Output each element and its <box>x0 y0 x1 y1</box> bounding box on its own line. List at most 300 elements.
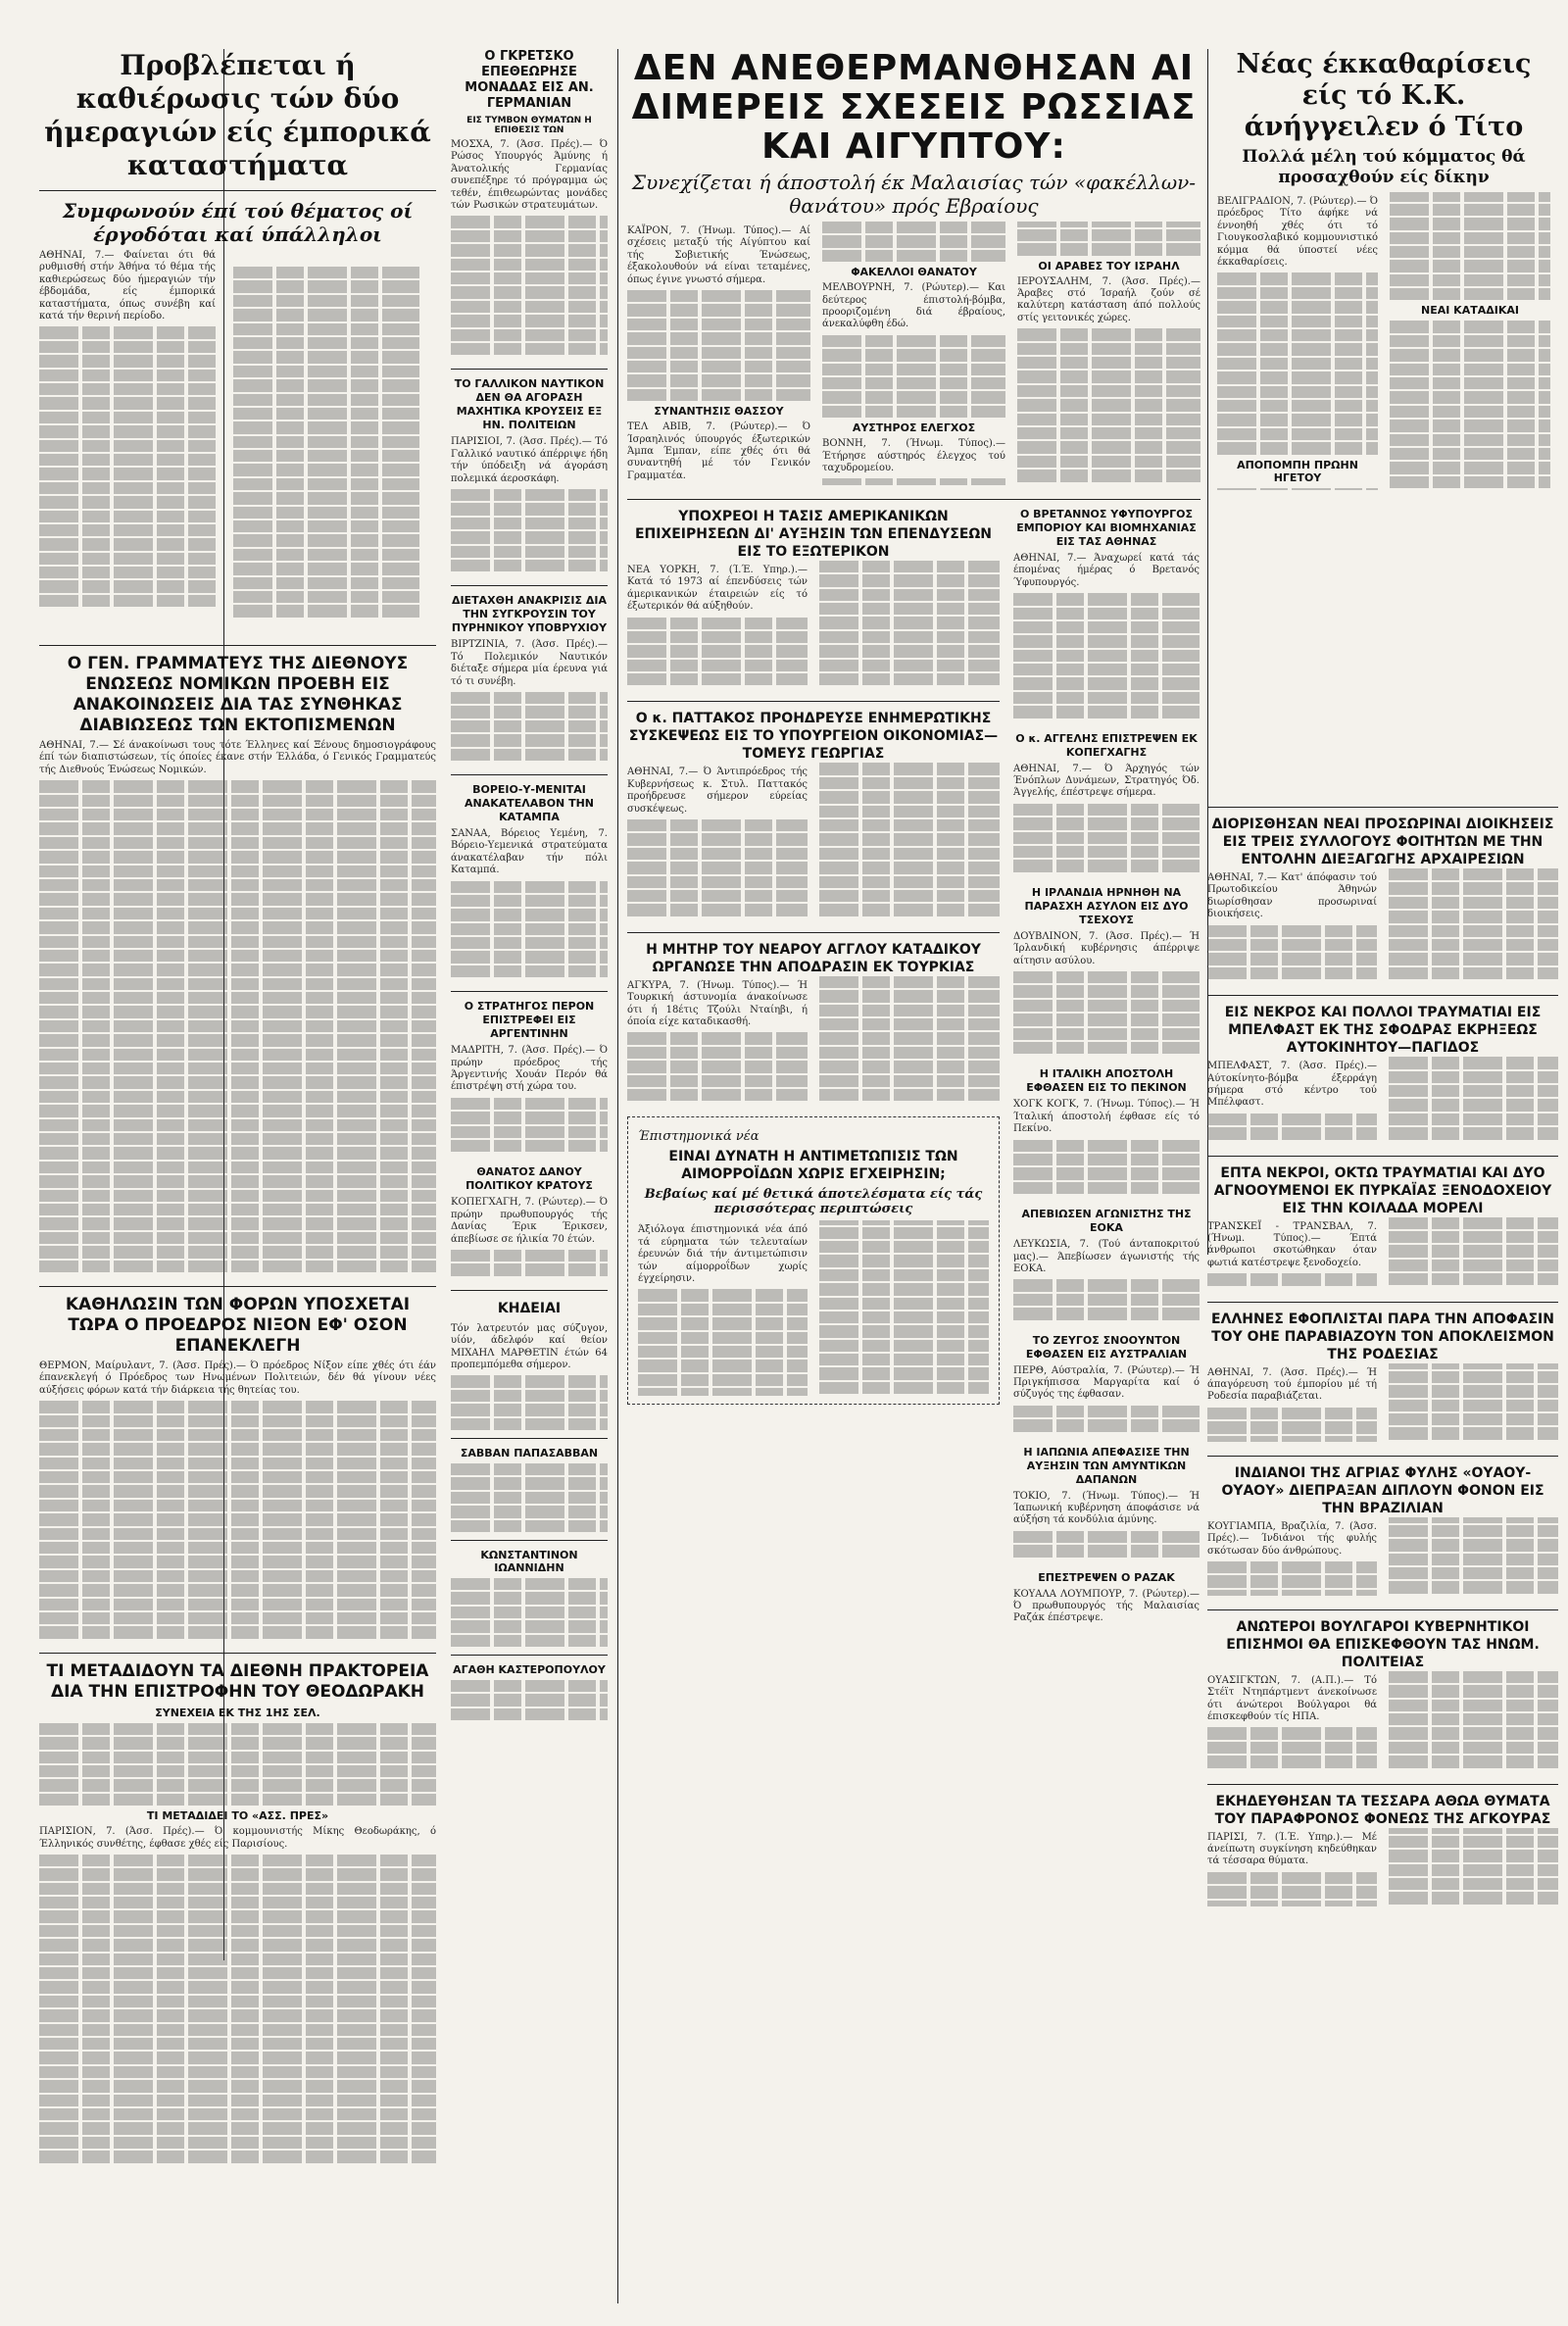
body-text-line <box>1017 371 1200 382</box>
body-text-line <box>822 364 1005 375</box>
article-body: ΜΑΔΡΙΤΗ, 7. (Άσσ. Πρές).— Ό πρώην πρόεδρος τής Άργεντινής Χουάν Περόν θά έπιστρέψη στή χώρα του. <box>451 1045 608 1093</box>
body-text-line <box>1390 204 1550 216</box>
body-text-line <box>1389 1260 1558 1271</box>
body-text-line <box>819 589 1000 601</box>
body-text-line <box>822 335 1005 347</box>
article-body: ΤΕΛ ΑΒΙΒ, 7. (Ρώυτερ).— Ό Ίσραηλινός ύπουργός έξωτερικών Άμπα Έμπαν, είπε χθές ότι θά συναντηθή μέ τόν Γενικόν Γραμματέα. <box>627 421 810 481</box>
body-text-line <box>1207 1872 1377 1884</box>
body-text-line <box>451 1620 608 1632</box>
article-us-investment <box>627 508 1000 688</box>
body-text-line <box>1207 1114 1377 1125</box>
body-text-line <box>39 1954 436 1965</box>
body-text-line <box>627 374 810 386</box>
body-text-line <box>1207 1575 1377 1587</box>
body-text-line <box>451 706 608 718</box>
body-text-line <box>819 763 1000 774</box>
box-subtitle: Βεβαίως καί μέ θετικά άποτελέσματα είς τάς περισσότερας περιπτώσεις <box>644 1187 983 1217</box>
body-text-line <box>451 1126 608 1138</box>
article-title: ΑΠΕΒΙΩΣΕΝ ΑΓΩΝΙΣΤΗΣ ΤΗΣ ΕΟΚΑ <box>1021 1208 1192 1235</box>
body-text-line <box>819 791 1000 803</box>
body-text-line <box>638 1346 808 1358</box>
body-text-line <box>451 1418 608 1430</box>
body-text-line <box>233 379 419 391</box>
divider <box>1207 1456 1558 1457</box>
body-text-line <box>1207 953 1377 965</box>
body-text-line <box>451 1708 608 1720</box>
body-text-line <box>451 1375 608 1387</box>
body-text-line <box>39 837 436 849</box>
body-text-line <box>819 1354 989 1365</box>
body-text-line <box>39 2038 436 2050</box>
body-text-line <box>451 965 608 977</box>
body-text-line <box>1013 677 1200 689</box>
body-text-line <box>39 524 216 536</box>
body-text-line <box>1389 1127 1558 1139</box>
body-text-line <box>1017 427 1200 439</box>
notice-name: ΣΑΒΒΑΝ ΠΑΠΑΣΑΒΒΑΝ <box>460 1447 599 1460</box>
body-text-line <box>1390 335 1550 347</box>
article-title: ΔΙΟΡΙΣΘΗΣΑΝ ΝΕΑΙ ΠΡΟΣΩΡΙΝΑΙ ΔΙΟΙΚΗΣΕΙΣ ΕΙΣ ΤΡΕΙΣ ΣΥΛΛΟΓΟΥΣ ΦΟΙΤΗΤΩΝ ΜΕ ΤΗΝ ΕΝΤΟΛΗΝ ΔΙΕΞΑΓΩΓΗΣ ΑΡΧΑΙΡΕΣΙΩΝ <box>1211 817 1554 867</box>
article-title: ΤΟ ΖΕΥΓΟΣ ΣΝΟΟΥΝΤΟΝ ΕΦΘΑΣΕΝ ΕΙΣ ΑΥΣΤΡΑΛΙΑΝ <box>1025 1333 1188 1361</box>
body-text-line <box>451 1404 608 1415</box>
body-text-line <box>1389 1567 1558 1579</box>
body-text-line <box>819 876 1000 888</box>
article-title: ΘΑΝΑΤΟΣ ΔΑΝΟΥ ΠΟΛΙΤΙΚΟΥ ΚΡΑΤΟΥΣ <box>466 1165 593 1193</box>
article-title: ΔΙΕΤΑΧΘΗ ΑΝΑΚΡΙΣΙΣ ΔΙΑ ΤΗΝ ΣΥΓΚΡΟΥΣΙΝ ΤΟΥ ΠΥΡΗΝΙΚΟΥ ΥΠΟΒΡΥΧΙΟΥ <box>451 594 608 635</box>
body-text-line <box>233 591 419 603</box>
body-text-line <box>627 645 808 657</box>
body-text-line <box>39 1261 436 1272</box>
article-body: ΝΕΑ ΥΟΡΚΗ, 7. (Ί.Έ. Υπηρ.).— Κατά τό 1973 αί έπενδύσεις τών άμερικανικών έταιρειών είς τό έξωτερικόν θά αύξηθούν. <box>627 564 808 613</box>
body-text-line <box>819 1283 989 1295</box>
body-text-line <box>233 421 419 433</box>
body-text-line <box>451 749 608 761</box>
body-text-line <box>451 720 608 732</box>
article-title: Ο ΣΤΡΑΤΗΓΟΣ ΠΕΡΟΝ ΕΠΙΣΤΡΕΦΕΙ ΕΙΣ ΑΡΓΕΝΤΙΝΗΝ <box>464 1000 595 1041</box>
body-text-line <box>627 304 810 316</box>
body-text-line <box>638 1304 808 1315</box>
body-text-line <box>1217 329 1378 341</box>
body-text-line <box>39 370 216 381</box>
body-text-line <box>451 692 608 704</box>
body-text-line <box>819 1325 989 1337</box>
body-text-line <box>451 560 608 571</box>
body-text-line <box>451 923 608 935</box>
section-title: ΚΗΔΕΙΑΙ <box>497 1300 562 1316</box>
divider <box>451 1438 608 1439</box>
body-text-line <box>39 567 216 578</box>
body-text-line <box>1017 229 1200 241</box>
notice-name: ΑΓΑΘΗ ΚΑΣΤΕΡΟΠΟΥΛΟΥ <box>453 1662 606 1676</box>
body-text-line <box>1390 391 1550 403</box>
body-text-line <box>39 1528 436 1540</box>
body-text-line <box>819 976 1000 988</box>
body-text-line <box>819 848 1000 860</box>
body-text-line <box>1217 442 1378 454</box>
body-text-line <box>1389 882 1558 894</box>
body-text-line <box>233 280 419 292</box>
body-text-line <box>451 937 608 949</box>
body-text-line <box>39 2137 436 2149</box>
body-text-line <box>1207 1127 1377 1139</box>
body-text-line <box>39 1246 436 1258</box>
body-text-line <box>39 2024 436 2036</box>
body-text-line <box>39 1883 436 1895</box>
body-text-line <box>39 1415 436 1427</box>
body-text-line <box>39 553 216 565</box>
body-text-line <box>1013 1154 1200 1165</box>
column-right-lower <box>1207 799 1558 2308</box>
body-text-line <box>1217 272 1378 284</box>
body-text-line <box>39 1855 436 1866</box>
body-text-line <box>451 1140 608 1152</box>
article-title: ΒΟΡΕΙΟ-Υ-ΜΕΝΙΤΑΙ ΑΝΑΚΑΤΕΛΑΒΟΝ ΤΗΝ ΚΑΤΑΜΠΑ <box>465 782 594 823</box>
body-text-line <box>627 1061 808 1072</box>
article-title: ΤΟ ΓΑΛΛΙΚΟΝ ΝΑΥΤΙΚΟΝ ΔΕΝ ΘΑ ΑΓΟΡΑΣΗ ΜΑΧΗΤΙΚΑ ΚΡΟΥΣΕΙΣ ΕΞ ΗΝ. ΠΟΛΙΤΕΙΩΝ <box>454 377 605 432</box>
body-text-line <box>1389 1864 1558 1876</box>
body-text-line <box>39 1737 436 1749</box>
body-text-line <box>39 893 436 905</box>
body-text-line <box>819 1298 989 1310</box>
body-text-line <box>1217 400 1378 412</box>
body-text-line <box>1207 1421 1377 1433</box>
body-text-line <box>627 1075 808 1087</box>
body-text-line <box>1390 288 1550 300</box>
body-text-line <box>39 1939 436 1951</box>
body-text-line <box>451 315 608 326</box>
body-text-line <box>1013 804 1200 816</box>
body-text-line <box>1013 1279 1200 1291</box>
body-text-line <box>39 1443 436 1455</box>
body-text-line <box>627 347 810 359</box>
article-italy <box>1013 1067 1200 1194</box>
article-tito <box>1217 49 1550 490</box>
divider <box>627 499 1200 500</box>
article-label: ΑΥΣΤΗΡΟΣ ΕΛΕΓΧΟΣ <box>852 421 976 435</box>
body-text-line <box>233 605 419 617</box>
article-title: Ο κ. ΑΓΓΕΛΗΣ ΕΠΙΣΤΡΕΨΕΝ ΕΚ ΚΟΠΕΓΧΑΓΗΣ <box>1015 731 1198 759</box>
body-text-line <box>39 879 436 891</box>
body-text-line <box>1013 692 1200 704</box>
body-text-line <box>1389 1217 1558 1229</box>
article-body: ΚΑΪΡΟΝ, 7. (Ήνωμ. Τύπος).— Αί σχέσεις μεταξύ τής Αίγύπτου καί τής Σοβιετικής Ένώσεως, έξακολουθούν νά είναι τεταμένες, όπως έγινε γνωστό σήμερα. <box>627 225 810 285</box>
body-text-line <box>1013 1000 1200 1012</box>
body-text-line <box>39 1897 436 1908</box>
article-title: Ο ΓΚΡΕΤΣΚΟ ΕΠΕΘΕΩΡΗΣΕ ΜΟΝΑΔΑΣ ΕΙΣ ΑΝ. ΓΕΡΜΑΝΙΑΝ <box>465 49 594 111</box>
body-text-line <box>638 1332 808 1344</box>
body-text-line <box>1389 1400 1558 1411</box>
body-text-line <box>1389 1071 1558 1083</box>
body-text-line <box>819 603 1000 615</box>
body-text-line <box>233 450 419 462</box>
body-text-line <box>39 1996 436 2007</box>
article-pattakos <box>627 710 1000 917</box>
body-text-line <box>1389 1385 1558 1397</box>
divider <box>39 1286 436 1287</box>
divider <box>1207 1784 1558 1785</box>
body-text-line <box>39 1091 436 1103</box>
article-title: Η ΙΤΑΛΙΚΗ ΑΠΟΣΤΟΛΗ ΕΦΘΑΣΕΝ ΕΙΣ ΤΟ ΠΕΚΙΝΟΝ <box>1026 1067 1187 1095</box>
body-text-line <box>39 1471 436 1483</box>
article-mother <box>627 941 1000 1104</box>
body-text-line <box>638 1360 808 1371</box>
body-text-line <box>451 259 608 271</box>
body-text-line <box>451 489 608 501</box>
body-text-line <box>819 1255 989 1266</box>
article-title: ΤΙ ΜΕΤΑΔΙΔΟΥΝ ΤΑ ΔΙΕΘΝΗ ΠΡΑΚΤΟΡΕΙΑ ΔΙΑ ΤΗΝ ΕΠΙΣΤΡΟΦΗΝ ΤΟΥ ΘΕΟΔΩΡΑΚΗ <box>46 1660 429 1702</box>
body-text-line <box>451 1492 608 1504</box>
divider <box>451 585 608 586</box>
body-text-line <box>1207 967 1377 979</box>
body-text-line <box>39 795 436 807</box>
body-text-line <box>819 990 1000 1002</box>
body-text-line <box>233 323 419 335</box>
body-text-line <box>822 250 1005 262</box>
body-text-line <box>1389 1371 1558 1383</box>
body-text-line <box>233 520 419 532</box>
divider <box>627 701 1000 702</box>
divider <box>1207 807 1558 808</box>
article-title: Ο ΒΡΕΤΑΝΝΟΣ ΥΦΥΠΟΥΡΓΟΣ ΕΜΠΟΡΙΟΥ ΚΑΙ ΒΙΟΜΗΧΑΝΙΑΣ ΕΙΣ ΤΑΣ ΑΘΗΝΑΣ <box>1016 507 1197 548</box>
article-rhodesia <box>1207 1311 1558 1442</box>
body-text-line <box>233 366 419 377</box>
body-text-line <box>1390 218 1550 229</box>
body-text-line <box>1017 343 1200 355</box>
body-text-line <box>1390 406 1550 418</box>
body-text-line <box>39 2052 436 2063</box>
body-text-line <box>1207 1756 1377 1767</box>
article-title: ΕΚΗΔΕΥΘΗΣΑΝ ΤΑ ΤΕΣΣΑΡΑ ΑΘΩΑ ΘΥΜΑΤΑ ΤΟΥ ΠΑΡΑΦΡΟΝΟΣ ΦΟΝΕΩΣ ΤΗΣ ΑΓΚΟΥΡΑΣ <box>1214 1793 1551 1827</box>
article-body: ΠΕΡΘ, Αύστραλία, 7. (Ρώυτερ).— Ή Πριγκήπισσα Μαργαρίτα καί ό σύζυγός της έφθασαν. <box>1013 1364 1200 1401</box>
body-text-line <box>39 1133 436 1145</box>
body-text-line <box>822 235 1005 247</box>
article-title: ΙΝΔΙΑΝΟΙ ΤΗΣ ΑΓΡΙΑΣ ΦΥΛΗΣ «ΟΥΑΟΥ-ΟΥΑΟΥ» ΔΙΕΠΡΑΞΑΝ ΔΙΠΛΟΥΝ ΦΟΝΟΝ ΕΙΣ ΤΗΝ ΒΡΑΖΙΛΙΑΝ <box>1221 1464 1544 1516</box>
body-text-line <box>822 406 1005 418</box>
article-body: ΤΟΚΙΟ, 7. (Ήνωμ. Τύπος).— Ή Ίαπωνική κυβέρνηση άποφάσισε νά αύξήση τά κονδύλια άμύνης. <box>1013 1490 1200 1526</box>
body-text-line <box>39 496 216 508</box>
divider <box>451 991 608 992</box>
body-text-line <box>451 1680 608 1692</box>
body-text-line <box>1013 621 1200 633</box>
article-taxes <box>39 1295 436 1639</box>
body-text-line <box>1013 1042 1200 1054</box>
body-text-line <box>1389 1114 1558 1125</box>
column-centre <box>627 49 1200 2303</box>
article-body: ΛΕΥΚΩΣΙΑ, 7. (Τού άνταποκριτού μας).— Άπεβίωσεν άγωνιστής τής ΕΟΚΑ. <box>1013 1239 1200 1274</box>
body-text-line <box>819 1241 989 1253</box>
body-text-line <box>451 1390 608 1402</box>
body-text-line <box>451 503 608 515</box>
body-text-line <box>1013 1140 1200 1152</box>
body-text-line <box>1389 1700 1558 1711</box>
body-text-line <box>39 383 216 395</box>
body-text-line <box>39 1049 436 1061</box>
body-text-line <box>1389 1427 1558 1439</box>
body-text-line <box>1389 1057 1558 1068</box>
body-text-line <box>1389 1878 1558 1890</box>
body-text-line <box>39 1204 436 1215</box>
body-text-line <box>1389 953 1558 965</box>
body-text-line <box>1013 593 1200 605</box>
body-text-line <box>39 1599 436 1610</box>
article-body: ΔΟΥΒΛΙΝΟΝ, 7. (Άσσ. Πρές).— Ή Ίρλανδική κυβέρνησις άπέρριψε αίτησιν ασύλου. <box>1013 930 1200 966</box>
body-text-line <box>819 819 1000 831</box>
body-text-line <box>627 332 810 344</box>
body-text-line <box>233 492 419 504</box>
body-text-line <box>39 780 436 792</box>
body-text-line <box>233 549 419 561</box>
body-text-line <box>451 734 608 746</box>
body-text-line <box>451 1477 608 1489</box>
body-text-line <box>1389 1245 1558 1257</box>
body-text-line <box>39 1076 436 1088</box>
body-text-line <box>1389 925 1558 937</box>
article-russia-egypt <box>627 49 1200 485</box>
body-text-line <box>627 819 808 831</box>
body-text-line <box>1389 1850 1558 1861</box>
body-text-line <box>39 908 436 919</box>
article-snowdon <box>1013 1334 1200 1432</box>
article-title: ΑΝΩΤΕΡΟΙ ΒΟΥΛΓΑΡΟΙ ΚΥΒΕΡΝΗΤΙΚΟΙ ΕΠΙΣΗΜΟΙ ΘΑ ΕΠΙΣΚΕΦΘΟΥΝ ΤΑΣ ΗΝΩΜ. ΠΟΛΙΤΕΙΑΣ <box>1226 1618 1540 1670</box>
divider <box>451 1655 608 1656</box>
body-text-line <box>1390 260 1550 272</box>
notice-text: Τόν λατρευτόν μας σύζυγον, υίόν, άδελφόν καί θείον ΜΙΧΑΗΛ ΜΑΡΘΕΤΙΝ έτών 64 προπεμπόμεθα σήμερον. <box>451 1322 608 1371</box>
article-body: ΚΟΠΕΓΧΑΓΗ, 7. (Ρώυτερ).— Ό πρώην πρωθυπουργός τής Δανίας Έρικ Έρικσεν, άπεβίωσε σε ήλικία 70 έτών. <box>451 1197 608 1245</box>
body-text-line <box>1389 1413 1558 1425</box>
body-text-line <box>819 1367 989 1379</box>
body-text-line <box>451 531 608 543</box>
body-text-line <box>1390 274 1550 286</box>
body-text-line <box>39 1570 436 1582</box>
body-text-line <box>1389 1525 1558 1537</box>
body-text-line <box>819 904 1000 916</box>
body-text-line <box>451 895 608 907</box>
column-left-lower <box>39 637 436 2254</box>
body-text-line <box>627 361 810 372</box>
body-text-line <box>1017 456 1200 468</box>
article-label: ΑΠΟΠΟΜΠΗ ΠΡΩΗΝ ΗΓΕΤΟΥ <box>1237 458 1358 484</box>
body-text-line <box>451 1250 608 1262</box>
body-text-line <box>1207 1727 1377 1739</box>
body-text-line <box>39 538 216 550</box>
article-title: Η ΜΗΤΗΡ ΤΟΥ ΝΕΑΡΟΥ ΑΓΓΛΟΥ ΚΑΤΑΔΙΚΟΥ ΩΡΓΑΝΩΣΕ ΤΗΝ ΑΠΟΔΡΑΣΙΝ ΕΚ ΤΟΥΡΚΙΑΣ <box>646 941 981 975</box>
body-text-line <box>1013 1406 1200 1417</box>
body-text-line <box>1390 448 1550 460</box>
body-text-line <box>39 1485 436 1497</box>
body-text-line <box>1389 1099 1558 1111</box>
article-subtitle: Πολλά μέλη τού κόμματος θά προσαχθούν είς δίκην <box>1242 147 1526 187</box>
body-text-line <box>1013 985 1200 997</box>
main-headline: ΔΕΝ ΑΝΕΘΕΡΜΑΝΘΗΣΑΝ ΑΙ ΔΙΜΕΡΕΙΣ ΣΧΕΣΕΙΣ ΡΩΣΣΙΑΣ ΚΑΙ ΑΙΓΥΠΤΟΥ: <box>631 49 1197 167</box>
body-text-line <box>1013 832 1200 844</box>
body-text-line <box>39 2080 436 2092</box>
box-title: ΕΙΝΑΙ ΔΥΝΑΤΗ Η ΑΝΤΙΜΕΤΩΠΙΣΙΣ ΤΩΝ ΑΙΜΟΡΡΟΪΔΩΝ ΧΩΡΙΣ ΕΓΧΕΙΡΗΣΙΝ; <box>668 1149 958 1183</box>
body-text-line <box>1207 1273 1377 1285</box>
body-text-line <box>233 394 419 406</box>
article-theodorakis <box>39 1661 436 2163</box>
body-text-line <box>39 2095 436 2106</box>
body-text-line <box>451 546 608 558</box>
article-danish <box>451 1165 608 1275</box>
body-text-line <box>451 1520 608 1532</box>
body-text-line <box>39 1232 436 1244</box>
body-text-line <box>39 397 216 409</box>
body-text-line <box>1013 846 1200 858</box>
body-text-line <box>819 660 1000 671</box>
body-text-line <box>627 618 808 629</box>
body-text-line <box>1207 939 1377 951</box>
body-text-line <box>1389 1671 1558 1683</box>
body-text-line <box>233 464 419 475</box>
body-text-line <box>233 478 419 490</box>
body-text-line <box>1017 357 1200 369</box>
article-label: ΟΙ ΑΡΑΒΕΣ ΤΟΥ ΙΣΡΑΗΛ <box>1038 259 1180 272</box>
article-peron <box>451 1000 608 1152</box>
body-text-line <box>451 301 608 313</box>
article-body: ΑΘΗΝΑΙ, 7.— Κατ' άπόφασιν τού Πρωτοδικείου Άθηνών διωρίσθησαν προσωριναί διοικήσεις. <box>1207 872 1377 920</box>
article-yemen <box>451 783 608 977</box>
body-text-line <box>1389 1231 1558 1243</box>
body-text-line <box>39 1765 436 1777</box>
body-text-line <box>1389 967 1558 979</box>
article-body: ΜΟΣΧΑ, 7. (Άσσ. Πρές).— Ό Ρώσος Υπουργός Άμύνης ή Άνατολικής Γερμανίας συνεπέξηρε τό πρόγραμμα ώς τεθέν, έπιθεωρώντας μονάδες τών Ρωσικών στρατευμάτων. <box>451 139 608 212</box>
article-navy <box>451 377 608 571</box>
body-text-line <box>627 1047 808 1059</box>
body-text-line <box>819 862 1000 873</box>
article-title: ΕΙΣ ΝΕΚΡΟΣ ΚΑΙ ΠΟΛΛΟΙ ΤΡΑΥΜΑΤΙΑΙ ΕΙΣ ΜΠΕΛΦΑΣΤ ΕΚ ΤΗΣ ΣΦΟΔΡΑΣ ΕΚΡΗΞΕΩΣ ΑΥΤΟΚΙΝΗΤΟΥ—ΠΑΓΙΔΟΣ <box>1224 1005 1542 1057</box>
body-text-line <box>39 1006 436 1017</box>
article-title: Ο κ. ΠΑΤΤΑΚΟΣ ΠΡΟΗΔΡΕΥΣΕ ΕΝΗΜΕΡΩΤΙΚΗΣ ΣΥΣΚΕΨΕΩΣ ΕΙΣ ΤΟ ΥΠΟΥΡΓΕΙΟΝ ΟΙΚΟΝΟΜΙΑΣ—ΤΟΜΕΥΣ ΓΕΩΡΓΙΑΣ <box>628 711 999 763</box>
body-text-line <box>819 1340 989 1352</box>
body-text-line <box>1389 897 1558 909</box>
article-body: ΚΟΥΑΛΑ ΛΟΥΜΠΟΥΡ, 7. (Ρώυτερ).— Ό πρωθυπουργός τής Μαλαισίας Ραζάκ έπέστρεψε. <box>1013 1588 1200 1624</box>
body-text-line <box>39 1556 436 1567</box>
body-text-line <box>1207 1561 1377 1573</box>
body-text-line <box>1013 635 1200 647</box>
body-text-line <box>39 1626 436 1638</box>
article-japan <box>1013 1446 1200 1558</box>
body-text-line <box>1390 420 1550 431</box>
body-text-line <box>1013 706 1200 718</box>
body-text-line <box>1390 232 1550 244</box>
body-text-line <box>819 1311 989 1323</box>
body-text-line <box>451 329 608 341</box>
article-title: ΚΑΘΗΛΩΣΙΝ ΤΩΝ ΦΟΡΩΝ ΥΠΟΣΧΕΤΑΙ ΤΩΡΑ Ο ΠΡΟΕΔΡΟΣ ΝΙΞΟΝ ΕΦ' ΟΣΟΝ ΕΠΑΝΕΚΛΕΓΗ <box>65 1294 411 1356</box>
body-text-line <box>451 1506 608 1517</box>
body-text-line <box>1389 1554 1558 1565</box>
article-title: ΕΠΤΑ ΝΕΚΡΟΙ, ΟΚΤΩ ΤΡΑΥΜΑΤΙΑΙ ΚΑΙ ΔΥΟ ΑΓΝΟΟΥΜΕΝΟΙ ΕΚ ΠΥΡΚΑΪΑΣ ΞΕΝΟΔΟΧΕΙΟΥ ΕΙΣ ΤΗΝ ΚΟΙΛΑΔΑ ΜΟΡΕΛΙ <box>1213 1164 1552 1216</box>
body-text-line <box>39 1612 436 1624</box>
article-brazil <box>1207 1464 1558 1596</box>
article-body: ΙΕΡΟΥΣΑΛΗΜ, 7. (Άσσ. Πρές).— Άραβες στό Ίσραήλ ζούν σέ καλύτερη κατάσταση άπό πολλούς στίς γειτονικές χώρες. <box>1017 275 1200 323</box>
body-text-line <box>819 574 1000 586</box>
body-text-line <box>39 1542 436 1554</box>
body-text-line <box>638 1289 808 1301</box>
body-text-line <box>627 862 808 873</box>
body-text-line <box>1217 371 1378 383</box>
body-text-line <box>39 468 216 479</box>
body-text-line <box>39 1752 436 1763</box>
body-text-line <box>1013 971 1200 983</box>
body-text-line <box>1390 364 1550 375</box>
body-text-line <box>1389 1581 1558 1593</box>
body-text-line <box>627 848 808 860</box>
body-text-line <box>451 951 608 963</box>
body-text-line <box>819 806 1000 817</box>
article-label: ΦΑΚΕΛΛΟΙ ΘΑΝΑΤΟΥ <box>851 266 977 279</box>
body-text-line <box>819 561 1000 572</box>
body-text-line <box>1013 1167 1200 1179</box>
